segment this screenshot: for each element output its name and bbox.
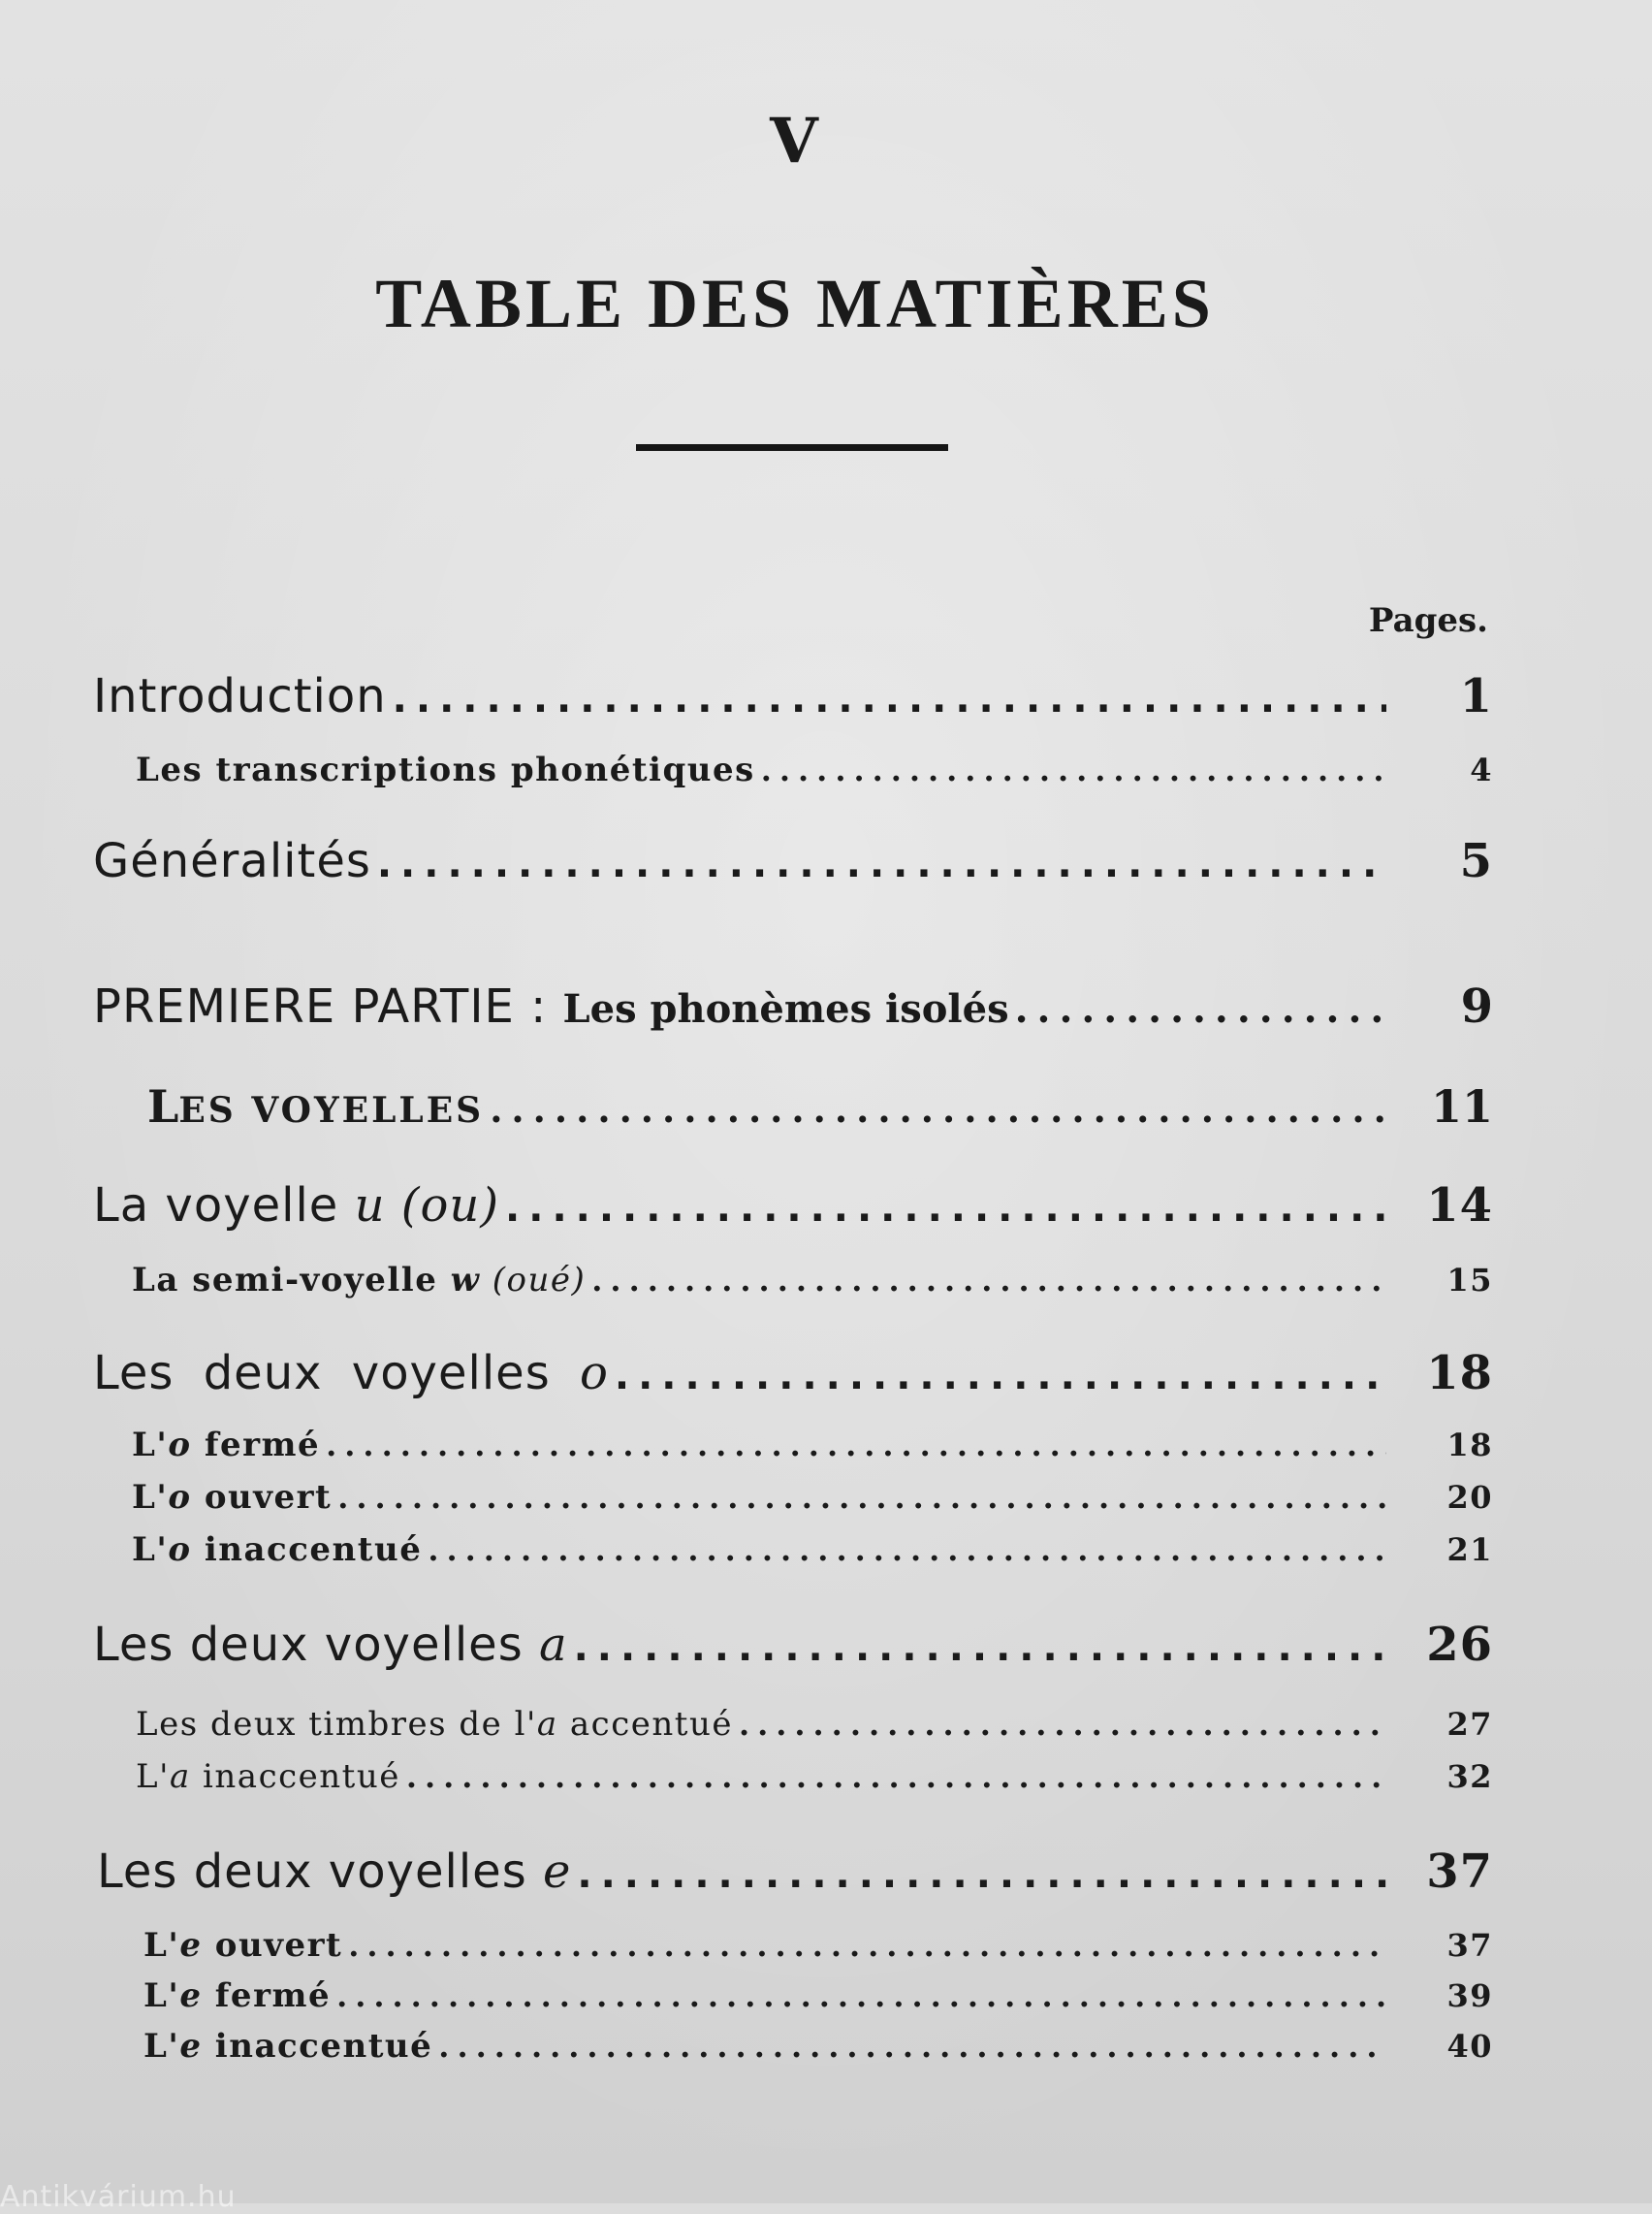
phoneme-symbol: u — [354, 1178, 386, 1233]
pages-column-label: Pages. — [1368, 601, 1488, 640]
label-text: inaccentué — [190, 1757, 400, 1796]
toc-entry-label — [132, 1426, 320, 1464]
toc-entry-label — [93, 1618, 568, 1672]
toc-page-number: 18 — [1426, 1346, 1493, 1400]
phoneme-symbol: o — [168, 1478, 192, 1517]
toc-entry-e-ferme — [143, 1976, 1493, 2015]
toc-entry-semi-voyelle-w — [132, 1261, 1493, 1300]
toc-entry-label — [132, 1478, 332, 1517]
phoneme-symbol: e — [179, 2027, 203, 2066]
leader-dots — [586, 1262, 1386, 1299]
label-text: Les deux voyelles — [97, 1845, 543, 1899]
toc-entry-e-inaccentue — [143, 2027, 1493, 2066]
toc-page-number: 37 — [1446, 1927, 1493, 1964]
leader-dots — [331, 1977, 1386, 2014]
leader-dots — [568, 1625, 1386, 1670]
leader-dots — [422, 1531, 1386, 1568]
label-text: accentué — [557, 1705, 733, 1744]
toc-entry-o-ouvert — [132, 1478, 1493, 1517]
toc-entry-label — [132, 1530, 422, 1569]
label-text: (oué) — [480, 1261, 587, 1300]
phoneme-symbol: o — [579, 1346, 609, 1400]
toc-entry-label — [93, 1178, 499, 1233]
label-text: ouvert — [202, 1926, 343, 1965]
toc-entry-e-ouvert — [143, 1926, 1493, 1965]
toc-page-number: 26 — [1426, 1618, 1493, 1672]
label-text: fermé — [191, 1426, 321, 1464]
toc-entry-deux-voyelles-a — [93, 1618, 1493, 1672]
leader-dots — [432, 2028, 1386, 2065]
toc-entry-label — [143, 1976, 331, 2015]
toc-entry-introduction — [93, 669, 1493, 723]
toc-entry-deux-voyelles-o — [93, 1346, 1493, 1400]
toc-entry-premiere-partie — [93, 979, 1493, 1034]
part-heading: PREMIERE PARTIE : — [93, 979, 563, 1034]
toc-page-number: 9 — [1460, 979, 1493, 1034]
toc-entry-a-inaccentue — [136, 1757, 1493, 1796]
toc-entry-les-voyelles — [147, 1080, 1493, 1133]
phoneme-symbol: a — [169, 1757, 191, 1796]
label-text: (ou) — [385, 1178, 500, 1233]
page-title: TABLE DES MATIÈRES — [375, 265, 1215, 342]
leader-dots — [342, 1927, 1386, 1964]
phoneme-symbol: w — [450, 1261, 481, 1300]
label-text: Les deux voyelles — [93, 1346, 580, 1400]
leader-dots — [320, 1427, 1386, 1463]
leader-dots — [332, 1479, 1386, 1516]
toc-entry-label — [143, 2027, 432, 2066]
label-text: L' — [132, 1530, 169, 1569]
toc-entry-label — [136, 1705, 733, 1744]
leader-dots — [499, 1186, 1386, 1231]
toc-entry-label — [147, 1080, 484, 1133]
toc-page-number: 37 — [1426, 1845, 1493, 1899]
watermark: Antikvárium.hu — [0, 2180, 237, 2214]
label-text: La semi-voyelle — [132, 1261, 451, 1300]
leader-dots — [755, 752, 1386, 788]
toc-entry-o-ferme — [132, 1426, 1493, 1464]
leader-dots — [609, 1354, 1386, 1398]
phoneme-symbol: e — [179, 1926, 203, 1965]
toc-entry-a-timbres — [136, 1705, 1493, 1744]
toc-page-number: 11 — [1430, 1080, 1493, 1133]
toc-entry-transcriptions — [136, 751, 1493, 789]
page-number: V — [770, 105, 820, 177]
phoneme-symbol: e — [542, 1845, 572, 1899]
label-text: ouvert — [191, 1478, 333, 1517]
toc-page-number: 4 — [1470, 752, 1493, 788]
toc-entry-label: Les transcriptions phonétiques — [136, 751, 755, 789]
toc-entry-label — [93, 979, 1009, 1034]
leader-dots — [371, 842, 1386, 886]
toc-page-number: 21 — [1446, 1531, 1493, 1568]
phoneme-symbol: a — [536, 1705, 558, 1744]
label-text: L' — [132, 1478, 169, 1517]
toc-page-number: 5 — [1459, 834, 1493, 888]
toc-page-number: 14 — [1426, 1178, 1493, 1233]
toc-entry-label — [132, 1261, 586, 1300]
toc-entry-o-inaccentue — [132, 1530, 1493, 1569]
label-text: L' — [136, 1757, 170, 1796]
section-initial: L — [147, 1080, 179, 1133]
toc-page-number: 40 — [1446, 2028, 1493, 2065]
toc-page-number: 39 — [1446, 1977, 1493, 2014]
section-small-caps: ES VOYELLES — [178, 1090, 485, 1131]
label-text: inaccentué — [191, 1530, 423, 1569]
label-text: L' — [143, 1976, 180, 2015]
toc-page-number: 20 — [1446, 1479, 1493, 1516]
toc-page-number: 1 — [1459, 669, 1493, 723]
label-text: L' — [132, 1426, 169, 1464]
toc-page-number: 27 — [1446, 1706, 1493, 1743]
leader-dots — [733, 1706, 1386, 1743]
toc-page-number: 32 — [1446, 1758, 1493, 1795]
label-text: fermé — [202, 1976, 332, 2015]
toc-page-number: 18 — [1446, 1427, 1493, 1463]
label-text: L' — [143, 1926, 180, 1965]
title-rule — [636, 444, 948, 451]
label-text: Les deux voyelles — [93, 1618, 539, 1672]
label-text: L' — [143, 2027, 180, 2066]
phoneme-symbol: o — [168, 1426, 192, 1464]
leader-dots — [571, 1852, 1386, 1897]
label-text: La voyelle — [93, 1178, 355, 1233]
leader-dots — [1009, 986, 1386, 1032]
toc-entry-label: Généralités — [93, 834, 371, 888]
phoneme-symbol: o — [168, 1530, 192, 1569]
part-title: Les phonèmes isolés — [562, 986, 1009, 1032]
toc-entry-label: Introduction — [93, 669, 387, 723]
label-text: inaccentué — [202, 2027, 433, 2066]
toc-entry-deux-voyelles-e — [97, 1845, 1493, 1899]
phoneme-symbol: a — [538, 1618, 568, 1672]
toc-entry-voyelle-u — [93, 1178, 1493, 1233]
toc-entry-label — [136, 1757, 400, 1796]
leader-dots — [387, 677, 1386, 722]
toc-page-number: 15 — [1446, 1262, 1493, 1299]
toc-entry-label — [143, 1926, 342, 1965]
toc-entry-generalites — [93, 834, 1493, 888]
toc-entry-label — [97, 1845, 571, 1899]
label-text: Les deux timbres de l' — [136, 1705, 537, 1744]
phoneme-symbol: e — [179, 1976, 203, 2015]
leader-dots — [400, 1758, 1386, 1795]
toc-entry-label — [93, 1346, 609, 1400]
leader-dots — [484, 1087, 1386, 1131]
